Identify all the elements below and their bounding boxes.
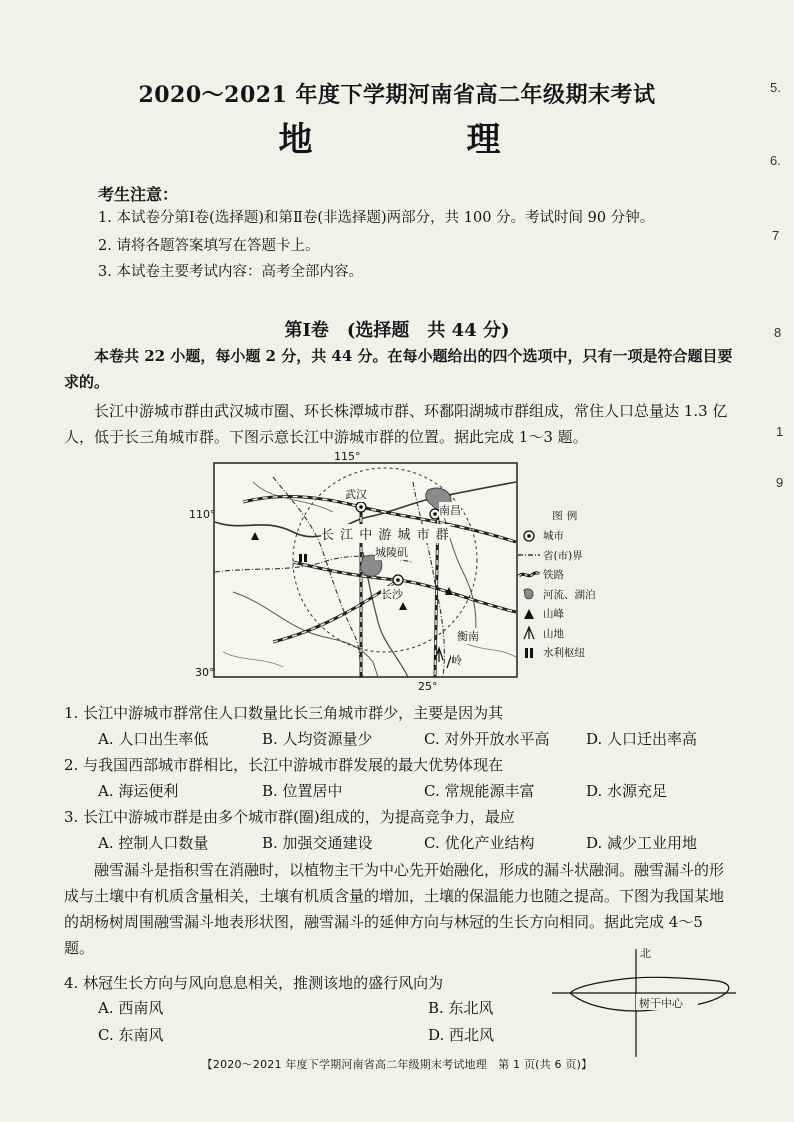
legend-item: [518, 565, 596, 585]
edge-number: 5.: [770, 80, 781, 95]
peak-icon: [518, 608, 540, 620]
legend-label: 省(市)界: [543, 549, 583, 562]
edge-number: 7: [772, 228, 780, 243]
page-footer: 【2020～2021 年度下学期河南省高二年级期末考试地理 第 1 页(共 6 页)】: [201, 1058, 593, 1071]
legend-item: [518, 604, 596, 624]
dam-icon: [518, 647, 540, 659]
edge-number: 8: [774, 325, 782, 340]
legend-item: [518, 546, 596, 566]
option-a: A. 人口出生率低: [98, 730, 209, 748]
trunk-center-label: 树干中心: [639, 997, 683, 1010]
latitude-label: 110°: [189, 508, 216, 521]
option-d: D. 减少工业用地: [586, 834, 698, 852]
option-c: C. 东南风: [98, 1026, 164, 1044]
legend-label: 河流、湖泊: [543, 588, 596, 601]
city-label-changsha: 长沙: [381, 588, 403, 601]
longitude-label-bottom: 25°: [418, 680, 438, 693]
legend-label: 铁路: [543, 569, 564, 582]
option-c: C. 优化产业结构: [424, 834, 535, 852]
north-label: 北: [640, 947, 651, 960]
option-b: B. 加强交通建设: [262, 834, 373, 852]
notice-item: 1. 本试卷分第Ⅰ卷(选择题)和第Ⅱ卷(非选择题)两部分，共 100 分。考试时间 90 分钟。: [98, 210, 655, 226]
city-label-nanchang: 南昌: [439, 504, 461, 517]
snowmelt-funnel-figure: [550, 945, 740, 1065]
question-stem: 3. 长江中游城市群是由多个城市群(圈)组成的，为提高竞争力，最应: [64, 808, 515, 826]
legend-label: 城市: [543, 530, 564, 543]
edge-number: 9: [776, 475, 784, 490]
option-a: A. 西南风: [98, 999, 164, 1017]
option-b: B. 位置居中: [262, 782, 343, 800]
legend-item: [518, 643, 596, 663]
yangtze-middle-city-cluster-map: [189, 450, 518, 693]
option-d: D. 水源充足: [586, 782, 668, 800]
passage-2: 融雪漏斗是指积雪在消融时，以植物主干为中心先开始融化，形成的漏斗状融洞。融雪漏斗的形成与土壤中有机质含量相关，土壤有机质含量的增加，土壤的保温能力也随之提高。下图为我国某地的胡杨树周围融雪漏斗地表形状图，融雪漏斗的延伸方向与林冠的生长方向相同。据此完成 4～5 题。: [64, 861, 725, 957]
subject-title: 地 理: [278, 120, 561, 160]
legend-label: 水利枢纽: [543, 647, 585, 660]
legend-title: 图例: [552, 510, 582, 522]
mountain-icon: [518, 626, 540, 640]
legend-label: 山地: [543, 627, 564, 640]
legend-item: [518, 585, 596, 605]
legend-item: [518, 624, 596, 644]
exam-title: 2020～2021 年度下学期河南省高二年级期末考试: [138, 82, 656, 108]
longitude-label-top: 115°: [334, 450, 361, 463]
option-a: A. 海运便利: [98, 782, 179, 800]
question-stem: 1. 长江中游城市群常住人口数量比长三角城市群少，主要是因为其: [64, 704, 504, 722]
notice-item: 3. 本试卷主要考试内容：高考全部内容。: [98, 264, 363, 280]
place-label: 岭: [451, 654, 462, 667]
option-d: D. 人口迁出率高: [586, 730, 698, 748]
lake-icon: [518, 587, 540, 601]
option-c: C. 常规能源丰富: [424, 782, 535, 800]
airport-label: 城陵矶: [375, 546, 408, 559]
option-b: B. 人均资源量少: [262, 730, 373, 748]
option-b: B. 东北风: [428, 999, 494, 1017]
map-legend: [518, 508, 596, 663]
latitude-label: 30°: [195, 666, 215, 679]
option-d: D. 西北风: [428, 1026, 495, 1044]
section-instruction: 本卷共 22 小题，每小题 2 分，共 44 分。在每小题给出的四个选项中，只有一项是符合题目要求的。: [64, 347, 733, 391]
option-c: C. 对外开放水平高: [424, 730, 550, 748]
legend-label: 山峰: [543, 608, 564, 621]
city-icon: [518, 529, 540, 543]
edge-number: 1: [776, 424, 784, 439]
legend-item: [518, 526, 596, 546]
city-label-wuhan: 武汉: [345, 488, 367, 501]
passage-1: 长江中游城市群由武汉城市圈、环长株潭城市群、环鄱阳湖城市群组成，常住人口总量达 1.3 亿人，低于长三角城市群。下图示意长江中游城市群的位置。据此完成 1～3 题。: [64, 402, 728, 446]
railway-icon: [518, 570, 540, 580]
section-title: 第Ⅰ卷 (选择题 共 44 分): [284, 320, 510, 341]
boundary-icon: [518, 551, 540, 559]
question-stem: 2. 与我国西部城市群相比，长江中游城市群发展的最大优势体现在: [64, 756, 504, 774]
region-label: 长 江 中 游 城 市 群: [321, 524, 450, 543]
place-label: 衡南: [457, 630, 479, 643]
edge-number: 6.: [770, 153, 781, 168]
option-a: A. 控制人口数量: [98, 834, 209, 852]
notice-item: 2. 请将各题答案填写在答题卡上。: [98, 238, 320, 254]
notice-heading: 考生注意：: [98, 185, 179, 204]
question-stem: 4. 林冠生长方向与风向息息相关，推测该地的盛行风向为: [64, 974, 444, 992]
